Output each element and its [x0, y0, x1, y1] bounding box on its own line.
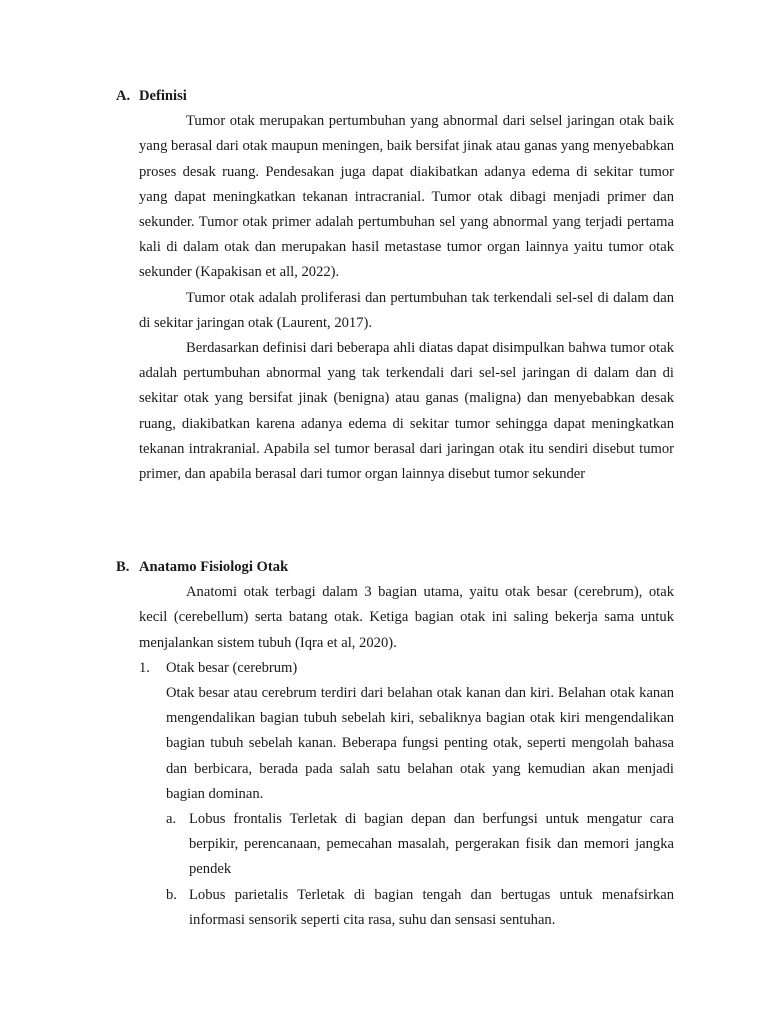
- section-title: Anatamo Fisiologi Otak: [139, 559, 289, 575]
- section-body: [139, 109, 674, 487]
- list-item: [139, 656, 674, 933]
- sublist-text: Lobus frontalis Terletak di bagian depan dan berfungsi untuk mengatur cara berpikir, perencanaan, pemecahan masalah, pergerakan fisik dan memori jangka pendek: [189, 811, 674, 878]
- paragraph: Tumor otak adalah proliferasi dan pertumbuhan tak terkendali sel-sel di dalam dan di sekitar jaringan otak (Laurent, 2017).: [139, 289, 674, 331]
- sublist-letter: b.: [166, 886, 177, 903]
- sublist-item: [166, 883, 674, 933]
- list-item-title: Otak besar (cerebrum): [166, 659, 298, 676]
- paragraph: Tumor otak merupakan pertumbuhan yang abnormal dari selsel jaringan otak baik yang berasal dari otak maupun meningen, baik bersifat jinak atau ganas yang menyebabkan proses desak ruang. Pendesakan juga dapat diakibatkan adanya edema di sekitar tumor yang dapat meningkatkan tekanan intracranial. Tumor otak dibagi menjadi primer dan sekunder. Tumor otak primer adalah pertumbuhan sel yang abnormal yang terjadi pertama kali di dalam otak dan merupakan hasil metastase tumor organ lainnya yaitu tumor otak sekunder (Kapakisan et all, 2022).: [139, 113, 674, 281]
- section-letter: B.: [116, 559, 130, 575]
- section-title: Definisi: [139, 88, 187, 104]
- section-anatomi: [116, 555, 674, 933]
- section-letter: A.: [116, 88, 131, 104]
- paragraph: Otak besar atau cerebrum terdiri dari belahan otak kanan dan kiri. Belahan otak kanan mengendalikan bagian tubuh sebelah kiri, sebaliknya bagian otak kiri mengendalikan bagian tubuh sebelah kanan. Beberapa fungsi penting otak, seperti mengolah bahasa dan berbicara, berada pada salah satu belahan otak yang kemudian akan menjadi bagian dominan.: [166, 685, 674, 802]
- paragraph: Anatomi otak terbagi dalam 3 bagian utama, yaitu otak besar (cerebrum), otak kecil (cerebellum) serta batang otak. Ketiga bagian otak ini saling bekerja sama untuk menjalankan sistem tubuh (Iqra et al, 2020).: [139, 584, 674, 651]
- list-number: 1.: [139, 659, 150, 676]
- section-heading: [116, 84, 674, 109]
- section-body: [139, 580, 674, 933]
- list-item-content: [166, 656, 674, 933]
- section-definisi: [116, 84, 674, 487]
- sublist-item: [166, 807, 674, 883]
- sublist-letter: a.: [166, 811, 177, 828]
- paragraph: Berdasarkan definisi dari beberapa ahli diatas dapat disimpulkan bahwa tumor otak adalah pertumbuhan abnormal yang tak terkendali dari sel-sel jaringan di dalam dan di sekitar otak yang bersifat jinak (benigna) atau ganas (maligna) dan menyebabkan desak ruang, diakibatkan karena adanya edema di sekitar tumor sehingga dapat meningkatkan tekanan intrakranial. Apabila sel tumor berasal dari jaringan otak itu sendiri disebut tumor primer, dan apabila berasal dari tumor organ lainnya disebut tumor sekunder: [139, 340, 674, 483]
- section-heading: [116, 555, 674, 580]
- sublist-text: Lobus parietalis Terletak di bagian tengah dan bertugas untuk menafsirkan informasi sensorik seperti cita rasa, suhu dan sensasi sentuhan.: [189, 886, 674, 928]
